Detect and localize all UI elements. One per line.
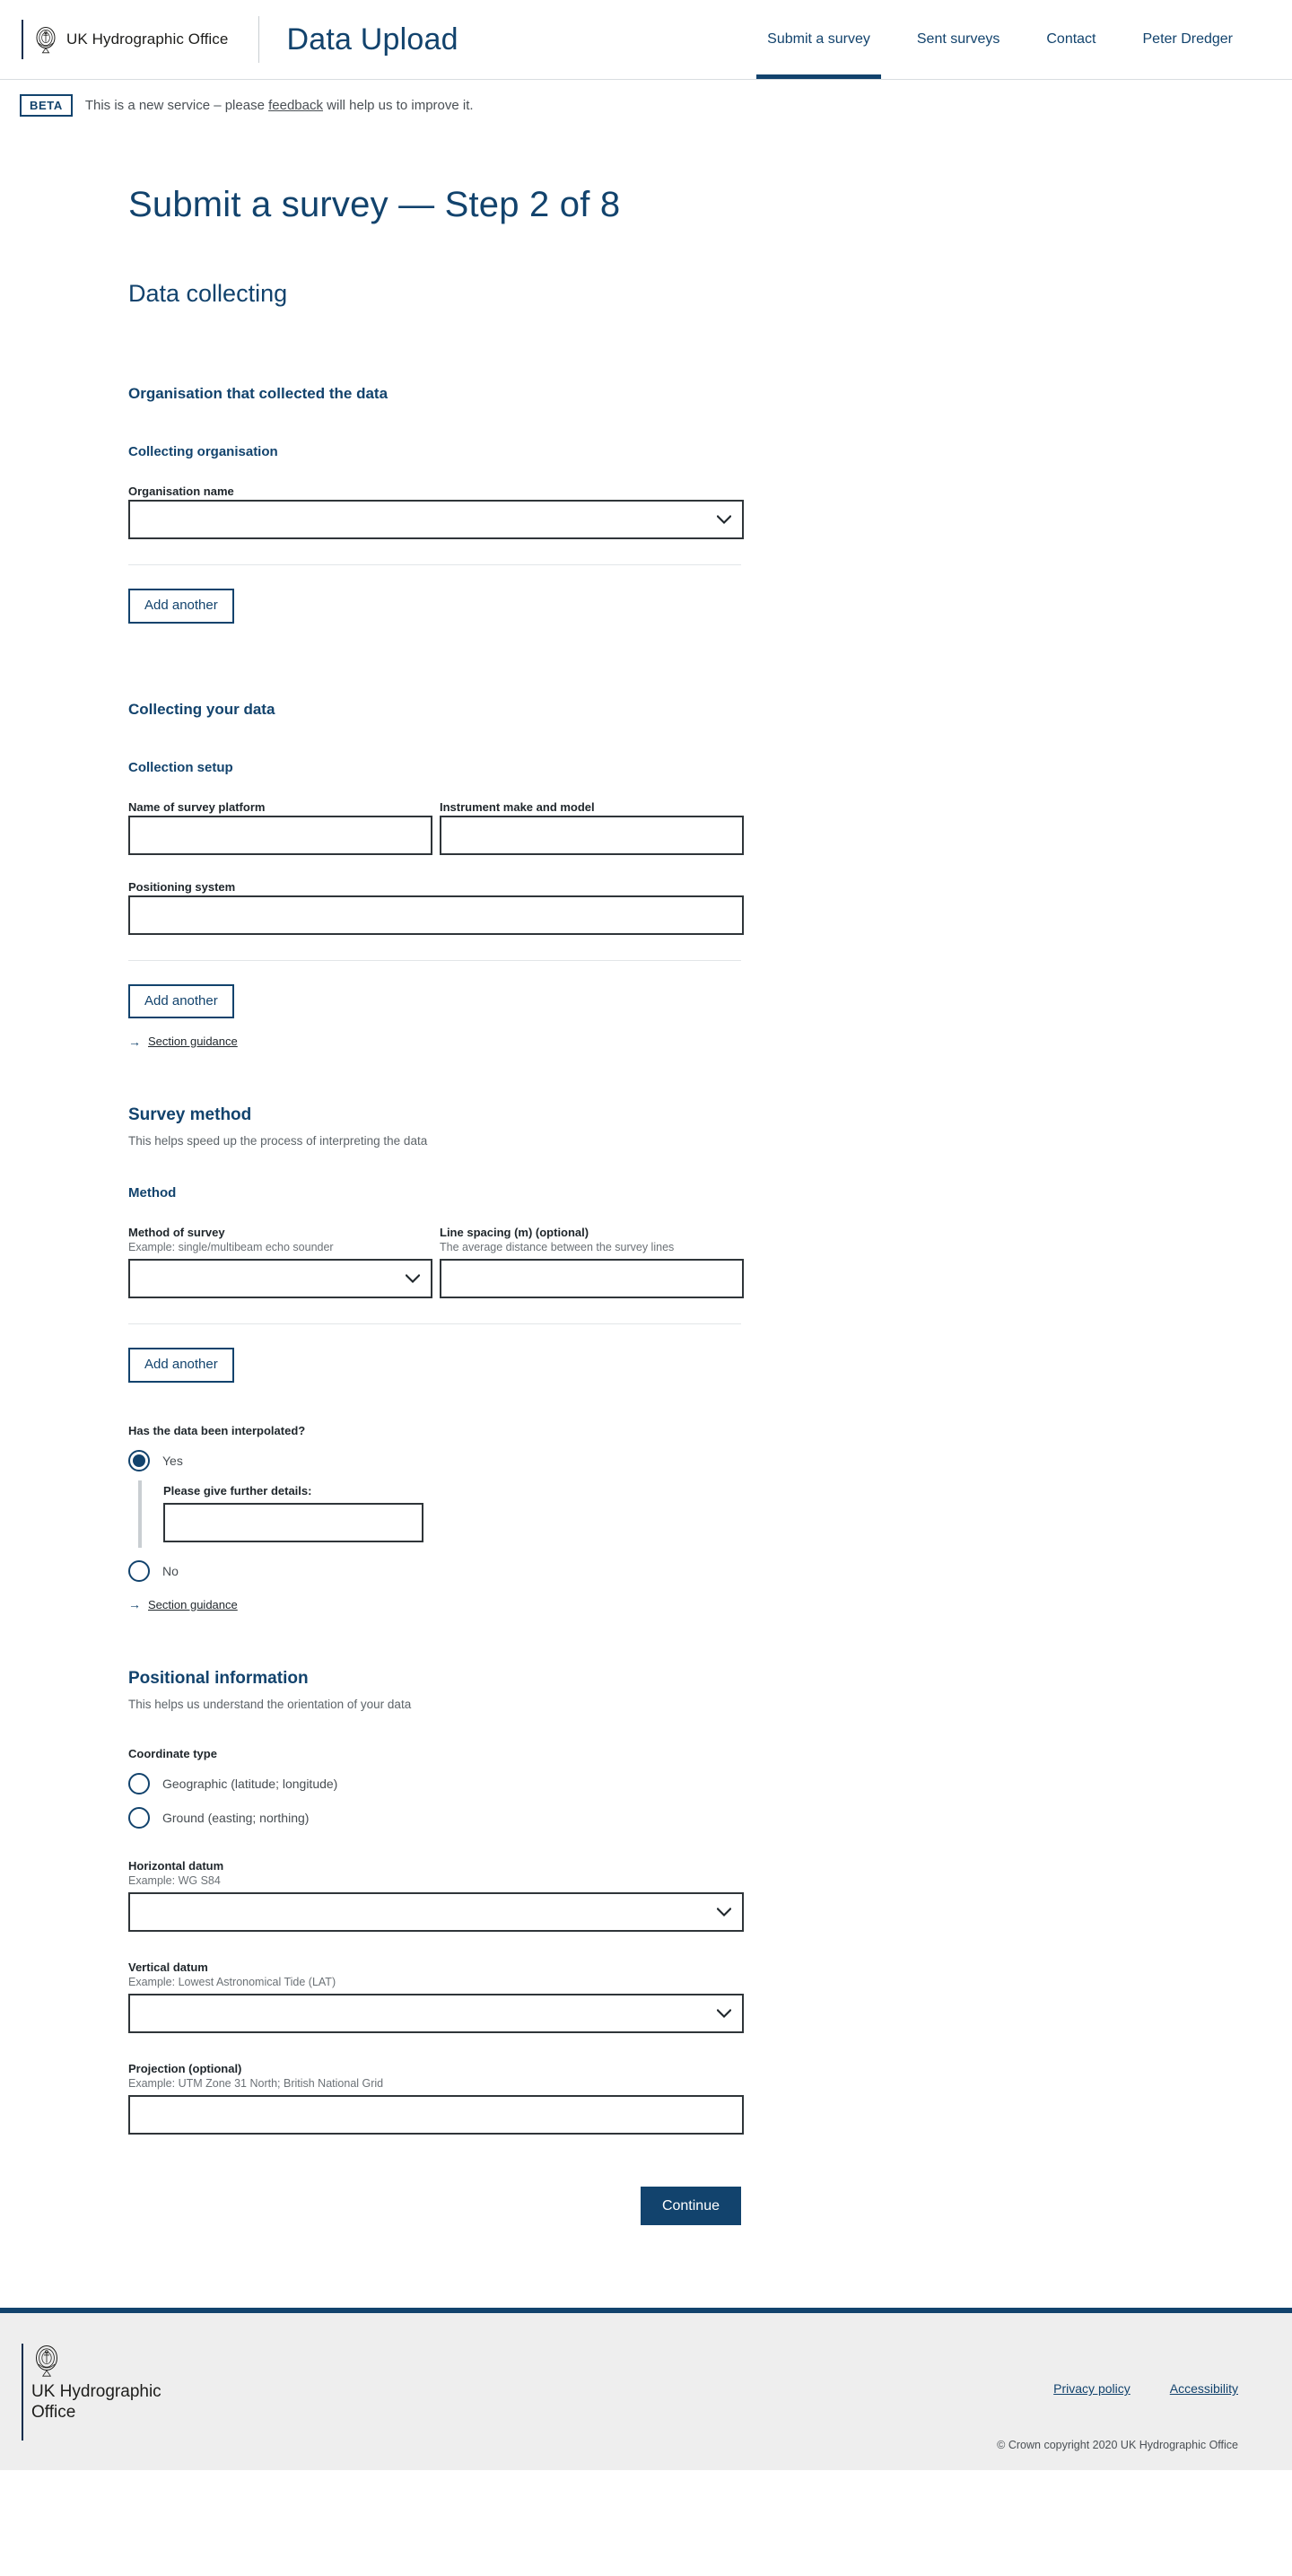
vertical-datum-select-wrap bbox=[128, 1994, 744, 2033]
label-survey-platform: Name of survey platform bbox=[128, 799, 266, 814]
field-survey-platform bbox=[128, 800, 432, 855]
radio-label-ground: Ground (easting; northing) bbox=[162, 1810, 310, 1825]
arrow-right-icon: → bbox=[128, 1597, 141, 1611]
hint-survey-method: This helps speed up the process of interpreting the data bbox=[128, 1134, 428, 1148]
label-interpolated-question: Has the data been interpolated? bbox=[128, 1423, 306, 1437]
label-instrument-make-model: Instrument make and model bbox=[440, 799, 595, 814]
line-spacing-input[interactable] bbox=[440, 1259, 744, 1298]
method-of-survey-select-wrap bbox=[128, 1259, 432, 1298]
footer-brand-text-block bbox=[31, 2344, 162, 2423]
projection-input[interactable] bbox=[128, 2095, 744, 2135]
footer-copyright: © Crown copyright 2020 UK Hydrographic Office bbox=[997, 2439, 1238, 2452]
guidance-survey-method bbox=[128, 1598, 744, 1611]
subheading-collection-setup: Collection setup bbox=[128, 759, 233, 775]
nav-item-contact[interactable]: Contact bbox=[1046, 31, 1096, 47]
radio-option-interpolated-no[interactable] bbox=[128, 1560, 744, 1582]
organisation-name-select-wrap bbox=[128, 500, 744, 539]
heading-organisation-collected: Organisation that collected the data bbox=[128, 385, 388, 402]
org-name: UK Hydrographic Office bbox=[66, 31, 229, 48]
brand-lockup bbox=[22, 20, 228, 59]
subheading-collecting-organisation: Collecting organisation bbox=[128, 444, 278, 459]
main-content bbox=[0, 183, 1292, 2308]
field-organisation-name bbox=[128, 485, 744, 539]
footer-org-line-2: Office bbox=[31, 2402, 76, 2422]
field-line-spacing bbox=[440, 1226, 744, 1298]
radio-label-no: No bbox=[162, 1563, 179, 1578]
label-projection: Projection (optional) bbox=[128, 2061, 242, 2075]
feedback-link[interactable]: feedback bbox=[268, 98, 323, 113]
nav-item-submit-a-survey[interactable]: Submit a survey bbox=[744, 0, 894, 79]
section-guidance-link-collecting[interactable]: Section guidance bbox=[148, 1035, 238, 1048]
survey-platform-input[interactable] bbox=[128, 816, 432, 855]
hint-line-spacing: The average distance between the survey lines bbox=[440, 1241, 675, 1253]
hint-projection: Example: UTM Zone 31 North; British National Grid bbox=[128, 2076, 384, 2090]
positioning-system-input[interactable] bbox=[128, 895, 744, 935]
method-of-survey-select[interactable] bbox=[128, 1259, 432, 1298]
field-instrument-make-model bbox=[440, 800, 744, 855]
radio-option-geographic[interactable] bbox=[128, 1773, 744, 1794]
horizontal-datum-select[interactable] bbox=[128, 1892, 744, 1932]
brand-divider-bar bbox=[22, 20, 23, 59]
field-method-of-survey bbox=[128, 1226, 432, 1298]
field-vertical-datum bbox=[128, 1960, 744, 2033]
organisation-name-select[interactable] bbox=[128, 500, 744, 539]
add-another-method-button[interactable]: Add another bbox=[128, 1348, 234, 1383]
radio-option-ground[interactable] bbox=[128, 1807, 744, 1829]
label-line-spacing: Line spacing (m) (optional) bbox=[440, 1226, 589, 1239]
hint-positional-information: This helps us understand the orientation of your data bbox=[128, 1697, 412, 1711]
section-heading-data-collecting: Data collecting bbox=[128, 280, 288, 307]
conditional-interpolation-details bbox=[138, 1480, 744, 1548]
nav-item-account-user[interactable]: Peter Dredger bbox=[1142, 31, 1233, 47]
form-column bbox=[128, 183, 744, 2308]
field-horizontal-datum bbox=[128, 1859, 744, 1932]
label-organisation-name: Organisation name bbox=[128, 485, 234, 498]
heading-positional-information: Positional information bbox=[128, 1668, 309, 1688]
section-guidance-link-survey-method[interactable]: Section guidance bbox=[148, 1597, 238, 1611]
footer-org-line-1: UK Hydrographic bbox=[31, 2382, 162, 2402]
nav-item-sent-surveys[interactable]: Sent surveys bbox=[916, 31, 1000, 47]
ukho-crest-icon bbox=[32, 25, 59, 54]
app-title: Data Upload bbox=[286, 22, 458, 57]
add-another-collection-setup-button[interactable]: Add another bbox=[128, 984, 234, 1019]
row-platform-instrument bbox=[128, 800, 744, 855]
beta-banner bbox=[0, 80, 1292, 131]
label-interpolation-details: Please give further details: bbox=[163, 1483, 312, 1498]
field-projection bbox=[128, 2062, 744, 2135]
hint-horizontal-datum: Example: WG S84 bbox=[128, 1873, 221, 1887]
continue-button[interactable]: Continue bbox=[641, 2187, 741, 2226]
horizontal-datum-select-wrap bbox=[128, 1892, 744, 1932]
arrow-right-icon: → bbox=[128, 1034, 141, 1049]
subheading-method: Method bbox=[128, 1185, 177, 1201]
hint-vertical-datum: Example: Lowest Astronomical Tide (LAT) bbox=[128, 1975, 336, 1988]
label-positioning-system: Positioning system bbox=[128, 879, 236, 894]
radio-label-yes: Yes bbox=[162, 1453, 183, 1468]
radio-icon-ground[interactable] bbox=[128, 1807, 150, 1829]
group-coordinate-type bbox=[128, 1747, 744, 1829]
accessibility-link[interactable]: Accessibility bbox=[1169, 2381, 1238, 2397]
label-method-of-survey: Method of survey bbox=[128, 1226, 225, 1239]
label-vertical-datum: Vertical datum bbox=[128, 1960, 208, 1974]
beta-badge: BETA bbox=[20, 94, 73, 117]
primary-nav bbox=[744, 0, 1256, 79]
privacy-policy-link[interactable]: Privacy policy bbox=[1053, 2381, 1130, 2397]
beta-text-before: This is a new service – please bbox=[84, 98, 269, 113]
ukho-crest-icon bbox=[31, 2366, 62, 2381]
label-coordinate-type: Coordinate type bbox=[128, 1746, 217, 1760]
field-positioning-system bbox=[128, 880, 744, 935]
hint-method-of-survey: Example: single/multibeam echo sounder bbox=[128, 1241, 334, 1253]
radio-option-interpolated-yes[interactable] bbox=[128, 1450, 744, 1471]
site-footer bbox=[0, 2313, 1292, 2470]
heading-collecting-your-data: Collecting your data bbox=[128, 700, 275, 718]
vertical-datum-select[interactable] bbox=[128, 1994, 744, 2033]
radio-label-geographic: Geographic (latitude; longitude) bbox=[162, 1776, 338, 1791]
interpolation-details-input[interactable] bbox=[163, 1503, 423, 1542]
add-another-organisation-button[interactable]: Add another bbox=[128, 589, 234, 624]
divider-organisation bbox=[128, 564, 741, 565]
page-title: Submit a survey — Step 2 of 8 bbox=[128, 185, 621, 224]
divider-method bbox=[128, 1323, 741, 1324]
beta-text-after: will help us to improve it. bbox=[322, 98, 474, 113]
site-header bbox=[0, 0, 1292, 79]
label-horizontal-datum: Horizontal datum bbox=[128, 1858, 224, 1873]
row-method-linespacing bbox=[128, 1226, 744, 1298]
divider-collection-setup bbox=[128, 960, 741, 961]
beta-message bbox=[85, 98, 474, 113]
continue-row bbox=[128, 2187, 741, 2309]
footer-divider-bar bbox=[22, 2344, 23, 2441]
radio-icon-geographic[interactable] bbox=[128, 1773, 150, 1794]
heading-survey-method: Survey method bbox=[128, 1105, 252, 1124]
group-interpolated bbox=[128, 1424, 744, 1582]
guidance-collecting bbox=[128, 1035, 744, 1048]
instrument-make-model-input[interactable] bbox=[440, 816, 744, 855]
radio-icon-yes[interactable] bbox=[128, 1450, 150, 1471]
header-vertical-divider bbox=[258, 16, 259, 63]
footer-brand-lockup bbox=[22, 2344, 162, 2441]
footer-links bbox=[1053, 2381, 1238, 2396]
radio-icon-no[interactable] bbox=[128, 1560, 150, 1582]
